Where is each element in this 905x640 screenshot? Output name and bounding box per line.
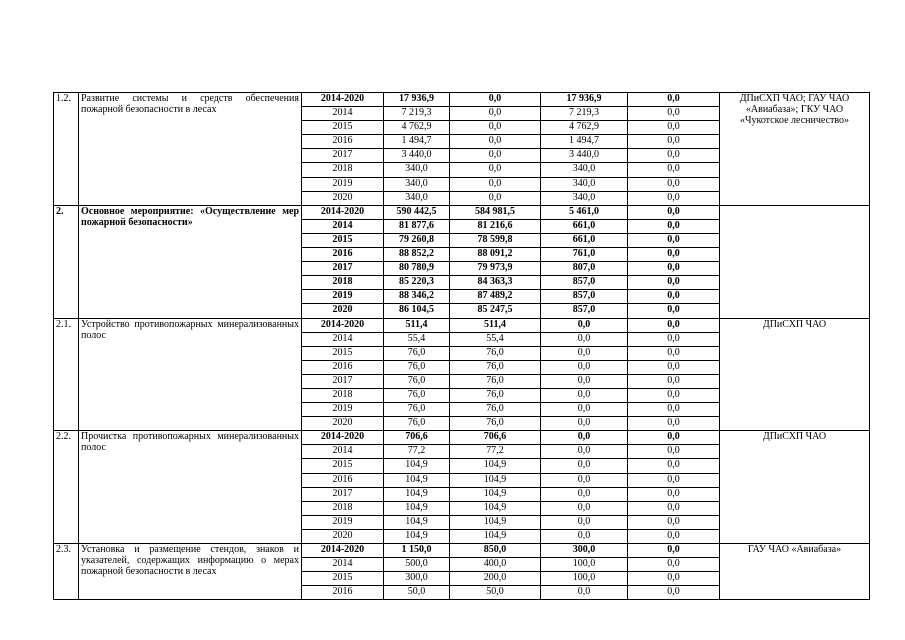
source-2-amount-cell: 0,0 xyxy=(541,529,628,543)
source-3-amount-cell: 0,0 xyxy=(628,149,720,163)
total-amount-cell: 76,0 xyxy=(384,346,450,360)
source-2-amount-cell: 807,0 xyxy=(541,262,628,276)
measure-name: Установка и размещение стендов, знаков и указателей, содержащих информацию о мерах пожарной безопасности в лесах xyxy=(79,544,302,600)
year-cell: 2014 xyxy=(302,107,384,121)
total-amount-cell: 340,0 xyxy=(384,177,450,191)
source-3-amount-cell: 0,0 xyxy=(628,501,720,515)
total-amount-cell: 300,0 xyxy=(384,572,450,586)
source-1-amount-cell: 81 216,6 xyxy=(450,219,541,233)
source-1-amount-cell: 79 973,9 xyxy=(450,262,541,276)
total-amount-cell: 104,9 xyxy=(384,515,450,529)
source-3-amount-cell: 0,0 xyxy=(628,205,720,219)
year-cell: 2020 xyxy=(302,191,384,205)
year-cell: 2019 xyxy=(302,515,384,529)
source-3-amount-cell: 0,0 xyxy=(628,135,720,149)
source-3-amount-cell: 0,0 xyxy=(628,473,720,487)
source-3-amount-cell: 0,0 xyxy=(628,346,720,360)
source-1-amount-cell: 0,0 xyxy=(450,177,541,191)
measure-name: Прочистка противопожарных минерализованных полос xyxy=(79,431,302,544)
total-amount-cell: 86 104,5 xyxy=(384,304,450,318)
year-cell: 2019 xyxy=(302,403,384,417)
source-1-amount-cell: 77,2 xyxy=(450,445,541,459)
source-1-amount-cell: 76,0 xyxy=(450,346,541,360)
source-1-amount-cell: 0,0 xyxy=(450,135,541,149)
executor-cell: ДПиСХП ЧАО; ГАУ ЧАО «Авиабаза»; ГКУ ЧАО «Чукотское лесничество» xyxy=(720,93,870,206)
source-2-amount-cell: 0,0 xyxy=(541,417,628,431)
source-1-amount-cell: 200,0 xyxy=(450,572,541,586)
source-3-amount-cell: 0,0 xyxy=(628,403,720,417)
executor-cell: ГАУ ЧАО «Авиабаза» xyxy=(720,544,870,600)
source-3-amount-cell: 0,0 xyxy=(628,177,720,191)
source-1-amount-cell: 104,9 xyxy=(450,487,541,501)
year-cell: 2014-2020 xyxy=(302,431,384,445)
source-2-amount-cell: 0,0 xyxy=(541,473,628,487)
source-1-amount-cell: 850,0 xyxy=(450,544,541,558)
year-cell: 2018 xyxy=(302,163,384,177)
source-2-amount-cell: 340,0 xyxy=(541,191,628,205)
source-2-amount-cell: 0,0 xyxy=(541,346,628,360)
total-amount-cell: 104,9 xyxy=(384,501,450,515)
year-cell: 2018 xyxy=(302,276,384,290)
measure-name: Устройство противопожарных минерализованных полос xyxy=(79,318,302,431)
source-3-amount-cell: 0,0 xyxy=(628,332,720,346)
source-2-amount-cell: 5 461,0 xyxy=(541,205,628,219)
total-amount-cell: 77,2 xyxy=(384,445,450,459)
source-3-amount-cell: 0,0 xyxy=(628,318,720,332)
source-3-amount-cell: 0,0 xyxy=(628,445,720,459)
source-3-amount-cell: 0,0 xyxy=(628,558,720,572)
source-2-amount-cell: 0,0 xyxy=(541,586,628,600)
year-cell: 2016 xyxy=(302,135,384,149)
source-3-amount-cell: 0,0 xyxy=(628,93,720,107)
year-cell: 2017 xyxy=(302,262,384,276)
source-1-amount-cell: 84 363,3 xyxy=(450,276,541,290)
total-amount-cell: 511,4 xyxy=(384,318,450,332)
source-2-amount-cell: 0,0 xyxy=(541,360,628,374)
source-3-amount-cell: 0,0 xyxy=(628,572,720,586)
source-3-amount-cell: 0,0 xyxy=(628,107,720,121)
source-3-amount-cell: 0,0 xyxy=(628,219,720,233)
source-3-amount-cell: 0,0 xyxy=(628,360,720,374)
source-1-amount-cell: 104,9 xyxy=(450,515,541,529)
source-2-amount-cell: 300,0 xyxy=(541,544,628,558)
table-body xyxy=(54,93,870,600)
year-cell: 2018 xyxy=(302,388,384,402)
section-total-row xyxy=(54,318,870,332)
year-cell: 2016 xyxy=(302,360,384,374)
source-1-amount-cell: 76,0 xyxy=(450,374,541,388)
section-total-row xyxy=(54,205,870,219)
total-amount-cell: 88 852,2 xyxy=(384,248,450,262)
source-1-amount-cell: 706,6 xyxy=(450,431,541,445)
section-total-row xyxy=(54,544,870,558)
total-amount-cell: 50,0 xyxy=(384,586,450,600)
year-cell: 2020 xyxy=(302,417,384,431)
source-1-amount-cell: 87 489,2 xyxy=(450,290,541,304)
year-cell: 2014 xyxy=(302,558,384,572)
total-amount-cell: 76,0 xyxy=(384,374,450,388)
source-2-amount-cell: 857,0 xyxy=(541,304,628,318)
source-1-amount-cell: 0,0 xyxy=(450,163,541,177)
source-2-amount-cell: 4 762,9 xyxy=(541,121,628,135)
source-3-amount-cell: 0,0 xyxy=(628,262,720,276)
total-amount-cell: 7 219,3 xyxy=(384,107,450,121)
total-amount-cell: 104,9 xyxy=(384,459,450,473)
source-2-amount-cell: 0,0 xyxy=(541,487,628,501)
year-cell: 2016 xyxy=(302,248,384,262)
source-1-amount-cell: 50,0 xyxy=(450,586,541,600)
source-1-amount-cell: 104,9 xyxy=(450,529,541,543)
source-1-amount-cell: 76,0 xyxy=(450,388,541,402)
source-2-amount-cell: 100,0 xyxy=(541,572,628,586)
source-3-amount-cell: 0,0 xyxy=(628,529,720,543)
source-1-amount-cell: 511,4 xyxy=(450,318,541,332)
year-cell: 2014-2020 xyxy=(302,318,384,332)
year-cell: 2014 xyxy=(302,219,384,233)
source-1-amount-cell: 88 091,2 xyxy=(450,248,541,262)
source-2-amount-cell: 857,0 xyxy=(541,290,628,304)
executor-cell: ДПиСХП ЧАО xyxy=(720,318,870,431)
total-amount-cell: 3 440,0 xyxy=(384,149,450,163)
source-3-amount-cell: 0,0 xyxy=(628,163,720,177)
source-3-amount-cell: 0,0 xyxy=(628,233,720,247)
source-2-amount-cell: 0,0 xyxy=(541,403,628,417)
source-2-amount-cell: 857,0 xyxy=(541,276,628,290)
executor-cell xyxy=(720,205,870,318)
source-1-amount-cell: 584 981,5 xyxy=(450,205,541,219)
year-cell: 2020 xyxy=(302,529,384,543)
source-3-amount-cell: 0,0 xyxy=(628,121,720,135)
total-amount-cell: 1 494,7 xyxy=(384,135,450,149)
year-cell: 2017 xyxy=(302,374,384,388)
measure-number: 2.3. xyxy=(54,544,79,600)
source-3-amount-cell: 0,0 xyxy=(628,304,720,318)
source-2-amount-cell: 0,0 xyxy=(541,318,628,332)
source-2-amount-cell: 0,0 xyxy=(541,501,628,515)
total-amount-cell: 104,9 xyxy=(384,487,450,501)
year-cell: 2014-2020 xyxy=(302,93,384,107)
source-1-amount-cell: 104,9 xyxy=(450,473,541,487)
total-amount-cell: 500,0 xyxy=(384,558,450,572)
total-amount-cell: 4 762,9 xyxy=(384,121,450,135)
source-2-amount-cell: 100,0 xyxy=(541,558,628,572)
program-measures-table xyxy=(53,92,870,600)
source-3-amount-cell: 0,0 xyxy=(628,191,720,205)
measure-number: 2. xyxy=(54,205,79,318)
source-3-amount-cell: 0,0 xyxy=(628,431,720,445)
total-amount-cell: 104,9 xyxy=(384,529,450,543)
source-2-amount-cell: 661,0 xyxy=(541,233,628,247)
year-cell: 2014 xyxy=(302,332,384,346)
source-1-amount-cell: 0,0 xyxy=(450,149,541,163)
source-3-amount-cell: 0,0 xyxy=(628,290,720,304)
year-cell: 2014-2020 xyxy=(302,205,384,219)
year-cell: 2015 xyxy=(302,121,384,135)
total-amount-cell: 79 260,8 xyxy=(384,233,450,247)
source-3-amount-cell: 0,0 xyxy=(628,487,720,501)
total-amount-cell: 85 220,3 xyxy=(384,276,450,290)
source-1-amount-cell: 0,0 xyxy=(450,93,541,107)
year-cell: 2016 xyxy=(302,473,384,487)
year-cell: 2016 xyxy=(302,586,384,600)
total-amount-cell: 340,0 xyxy=(384,163,450,177)
year-cell: 2015 xyxy=(302,346,384,360)
source-1-amount-cell: 76,0 xyxy=(450,417,541,431)
total-amount-cell: 76,0 xyxy=(384,388,450,402)
source-3-amount-cell: 0,0 xyxy=(628,544,720,558)
source-1-amount-cell: 0,0 xyxy=(450,191,541,205)
year-cell: 2019 xyxy=(302,177,384,191)
source-1-amount-cell: 0,0 xyxy=(450,107,541,121)
year-cell: 2018 xyxy=(302,501,384,515)
section-total-row xyxy=(54,93,870,107)
measure-number: 2.2. xyxy=(54,431,79,544)
source-2-amount-cell: 7 219,3 xyxy=(541,107,628,121)
total-amount-cell: 76,0 xyxy=(384,417,450,431)
total-amount-cell: 1 150,0 xyxy=(384,544,450,558)
source-2-amount-cell: 0,0 xyxy=(541,515,628,529)
total-amount-cell: 81 877,6 xyxy=(384,219,450,233)
total-amount-cell: 76,0 xyxy=(384,403,450,417)
section-total-row xyxy=(54,431,870,445)
year-cell: 2014 xyxy=(302,445,384,459)
source-1-amount-cell: 76,0 xyxy=(450,360,541,374)
total-amount-cell: 88 346,2 xyxy=(384,290,450,304)
total-amount-cell: 590 442,5 xyxy=(384,205,450,219)
source-3-amount-cell: 0,0 xyxy=(628,276,720,290)
measure-name: Основное мероприятие: «Осуществление мер пожарной безопасности» xyxy=(79,205,302,318)
source-1-amount-cell: 85 247,5 xyxy=(450,304,541,318)
source-1-amount-cell: 76,0 xyxy=(450,403,541,417)
source-3-amount-cell: 0,0 xyxy=(628,515,720,529)
source-1-amount-cell: 400,0 xyxy=(450,558,541,572)
year-cell: 2015 xyxy=(302,572,384,586)
measure-name: Развитие системы и средств обеспечения пожарной безопасности в лесах xyxy=(79,93,302,206)
source-2-amount-cell: 0,0 xyxy=(541,459,628,473)
source-2-amount-cell: 0,0 xyxy=(541,431,628,445)
source-1-amount-cell: 0,0 xyxy=(450,121,541,135)
measure-number: 2.1. xyxy=(54,318,79,431)
source-2-amount-cell: 3 440,0 xyxy=(541,149,628,163)
source-3-amount-cell: 0,0 xyxy=(628,459,720,473)
source-2-amount-cell: 0,0 xyxy=(541,374,628,388)
source-1-amount-cell: 104,9 xyxy=(450,459,541,473)
year-cell: 2015 xyxy=(302,459,384,473)
year-cell: 2017 xyxy=(302,487,384,501)
source-3-amount-cell: 0,0 xyxy=(628,248,720,262)
source-2-amount-cell: 761,0 xyxy=(541,248,628,262)
total-amount-cell: 706,6 xyxy=(384,431,450,445)
measure-number: 1.2. xyxy=(54,93,79,206)
source-3-amount-cell: 0,0 xyxy=(628,417,720,431)
source-2-amount-cell: 340,0 xyxy=(541,163,628,177)
year-cell: 2015 xyxy=(302,233,384,247)
total-amount-cell: 340,0 xyxy=(384,191,450,205)
source-3-amount-cell: 0,0 xyxy=(628,374,720,388)
year-cell: 2019 xyxy=(302,290,384,304)
source-2-amount-cell: 0,0 xyxy=(541,388,628,402)
executor-cell: ДПиСХП ЧАО xyxy=(720,431,870,544)
source-2-amount-cell: 340,0 xyxy=(541,177,628,191)
source-3-amount-cell: 0,0 xyxy=(628,586,720,600)
source-2-amount-cell: 17 936,9 xyxy=(541,93,628,107)
source-2-amount-cell: 0,0 xyxy=(541,332,628,346)
source-2-amount-cell: 1 494,7 xyxy=(541,135,628,149)
total-amount-cell: 17 936,9 xyxy=(384,93,450,107)
year-cell: 2014-2020 xyxy=(302,544,384,558)
total-amount-cell: 55,4 xyxy=(384,332,450,346)
total-amount-cell: 76,0 xyxy=(384,360,450,374)
source-2-amount-cell: 0,0 xyxy=(541,445,628,459)
source-3-amount-cell: 0,0 xyxy=(628,388,720,402)
year-cell: 2020 xyxy=(302,304,384,318)
source-2-amount-cell: 661,0 xyxy=(541,219,628,233)
total-amount-cell: 104,9 xyxy=(384,473,450,487)
source-1-amount-cell: 78 599,8 xyxy=(450,233,541,247)
source-1-amount-cell: 104,9 xyxy=(450,501,541,515)
source-1-amount-cell: 55,4 xyxy=(450,332,541,346)
year-cell: 2017 xyxy=(302,149,384,163)
total-amount-cell: 80 780,9 xyxy=(384,262,450,276)
